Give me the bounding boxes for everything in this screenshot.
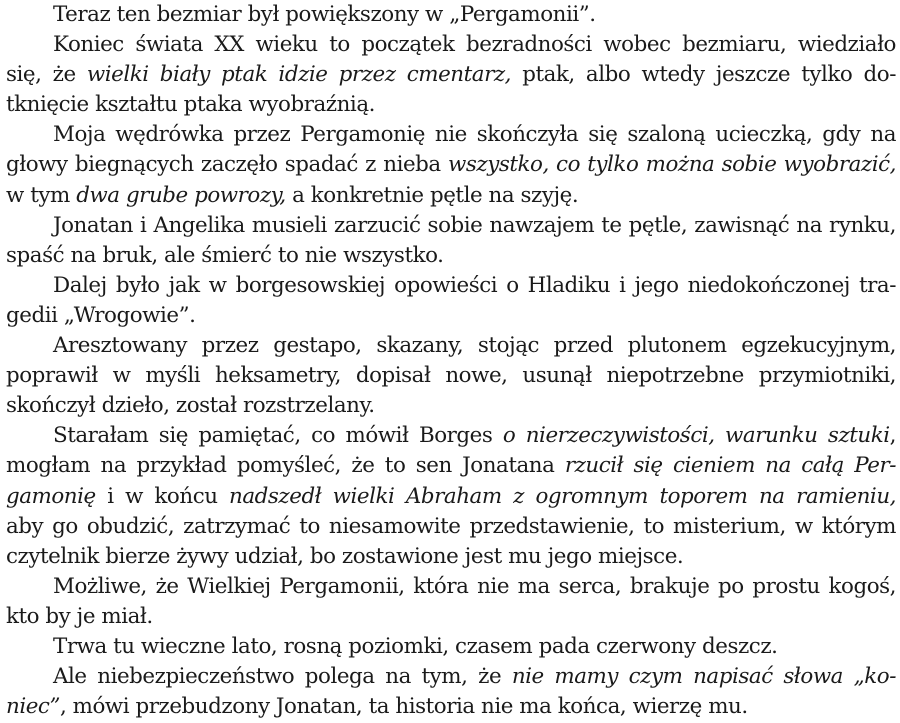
text-run: Teraz ten bezmiar był powiększony w „Pergamonii”. xyxy=(53,2,596,27)
text-run: Jonatan i Angelika musieli zarzucić sobie nawzajem te pętle, zawisnąć na rynku, xyxy=(53,212,896,238)
text-run: Koniec świata XX wieku to początek bezradności wobec bezmiaru, wiedziało xyxy=(53,32,896,58)
text-line xyxy=(6,211,896,241)
text-run: skończył dzieło, został rozstrzelany. xyxy=(6,393,375,419)
text-run: Moja wędrówka przez Pergamonię nie skończyła się szaloną ucieczką, gdy na xyxy=(53,122,896,148)
text-run: Możliwe, że Wielkiej Pergamonii, która nie ma serca, brakuje po prostu kogoś, xyxy=(53,573,896,599)
text-run: ptak, albo wtedy jeszcze tylko do- xyxy=(511,62,896,88)
text-run: czytelnik bierze żywy udział, bo zostawione jest mu jego miejsce. xyxy=(6,543,684,569)
text-line xyxy=(6,30,896,60)
paragraph xyxy=(6,632,896,662)
text-run: spaść na bruk, ale śmierć to nie wszystko. xyxy=(6,242,444,268)
text-run: i w końcu xyxy=(95,483,230,509)
text-line xyxy=(6,301,896,331)
text-line xyxy=(6,150,896,180)
italic-text: o nierzeczywistości, warunku sztuki xyxy=(502,423,890,449)
italic-text: nie mamy czym napisać słowa „ko- xyxy=(511,664,896,690)
text-run: kto by je miał. xyxy=(6,603,153,629)
paragraph xyxy=(6,662,896,722)
italic-text: wielki biały ptak idzie przez cmentarz, xyxy=(86,62,512,88)
text-line xyxy=(6,271,896,301)
text-line xyxy=(6,421,896,451)
text-run: się, że xyxy=(6,62,87,88)
text-run: w tym xyxy=(6,182,77,208)
text-run: gedii „Wrogowie”. xyxy=(6,302,196,328)
text-run: , mówi przebudzony Jonatan, ta historia nie ma końca, wierzę mu. xyxy=(59,694,748,720)
text-line xyxy=(6,361,896,391)
paragraph xyxy=(6,331,896,421)
text-line xyxy=(6,90,896,120)
text-line xyxy=(6,331,896,361)
text-run: Starałam się pamiętać, co mówił Borges xyxy=(53,423,503,449)
paragraph xyxy=(6,120,896,210)
text-run: Aresztowany przez gestapo, skazany, stojąc przed plutonem egzekucyjnym, xyxy=(53,333,896,359)
italic-text: gamonię xyxy=(6,483,96,509)
text-line xyxy=(6,120,896,150)
text-line xyxy=(6,692,896,722)
text-line xyxy=(6,241,896,271)
paragraph xyxy=(6,0,896,30)
text-run: , xyxy=(889,423,896,449)
text-run: a konkretnie pętle na szyję. xyxy=(285,182,579,208)
text-run: Dalej było jak w borgesowskiej opowieści o Hladiku i jego niedokończonej tra- xyxy=(53,272,896,298)
text-line xyxy=(6,391,896,421)
paragraph xyxy=(6,211,896,271)
text-run: Trwa tu wieczne lato, rosną poziomki, czasem pada czerwony deszcz. xyxy=(53,633,778,659)
italic-text: rzucił się cieniem na całą Per- xyxy=(564,453,896,479)
paragraph xyxy=(6,30,896,120)
text-run: aby go obudzić, zatrzymać to niesamowite przedstawienie, to misterium, w którym xyxy=(6,513,896,539)
text-line xyxy=(6,632,896,662)
text-line xyxy=(6,60,896,90)
text-line xyxy=(6,512,896,542)
text-line xyxy=(6,542,896,572)
text-line xyxy=(6,181,896,211)
text-run: poprawił w myśli heksametry, dopisał nowe, usunął niepotrzebne przymiotniki, xyxy=(6,363,896,389)
paragraph xyxy=(6,271,896,331)
text-run: tknięcie kształtu ptaka wyobraźnią. xyxy=(6,92,375,118)
italic-text: dwa grube powrozy, xyxy=(76,182,286,208)
text-line xyxy=(6,572,896,602)
document-page xyxy=(6,0,896,722)
paragraph xyxy=(6,421,896,571)
italic-text: niec” xyxy=(6,694,60,720)
text-line xyxy=(6,662,896,692)
text-line xyxy=(6,602,896,632)
text-run: głowy biegnących zaczęło spadać z nieba xyxy=(6,152,448,178)
text-run: mogłam na przykład pomyśleć, że to sen Jonatana xyxy=(6,453,565,479)
text-line xyxy=(6,482,896,512)
italic-text: nadszedł wielki Abraham z ogromnym toporem na ramieniu, xyxy=(229,483,896,509)
italic-text: wszystko, co tylko można sobie wyobrazić, xyxy=(447,152,896,178)
paragraph xyxy=(6,572,896,632)
text-run: Ale niebezpieczeństwo polega na tym, że xyxy=(53,664,512,690)
text-line xyxy=(6,451,896,481)
text-line xyxy=(6,0,896,30)
